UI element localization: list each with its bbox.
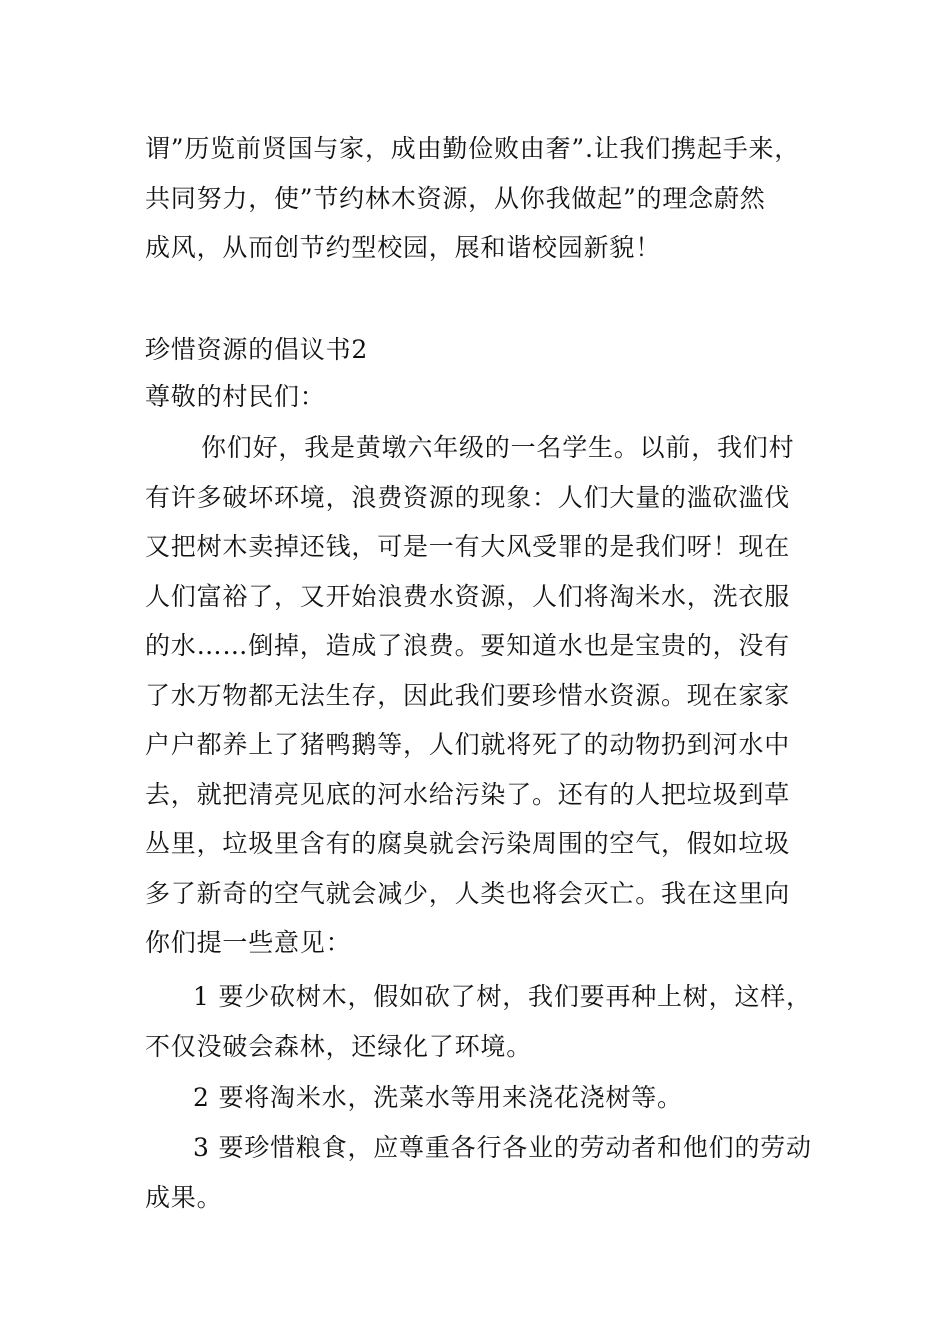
intro-line: 共同努力，使”节约林木资源，从你我做起”的理念蔚然 bbox=[145, 183, 766, 213]
suggestion-line: 2 要将淘米水，洗菜水等用来浇花浇树等。 bbox=[193, 1083, 683, 1112]
intro-paragraph bbox=[145, 124, 815, 273]
body-line: 丛里，垃圾里含有的腐臭就会污染周围的空气，假如垃圾 bbox=[145, 829, 791, 858]
suggestion-line: 3 要珍惜粮食，应尊重各行各业的劳动者和他们的劳动 bbox=[193, 1133, 812, 1162]
body-line: 多了新奇的空气就会减少，人类也将会灭亡。我在这里向 bbox=[145, 878, 791, 908]
intro-line: 成风，从而创节约型校园，展和谐校园新貌！ bbox=[145, 233, 662, 262]
suggestion-line: 1 要少砍树木，假如砍了树，我们要再种上树，这样， bbox=[193, 982, 812, 1011]
body-line: 又把树木卖掉还钱，可是一有大风受罪的是我们呀！现在 bbox=[145, 532, 791, 561]
body-line: 的水……倒掉，造成了浪费。要知道水也是宝贵的，没有 bbox=[145, 631, 791, 660]
body-line: 了水万物都无法生存，因此我们要珍惜水资源。现在家家 bbox=[145, 680, 791, 710]
body-line: 有许多破坏环境，浪费资源的现象：人们大量的滥砍滥伐 bbox=[145, 482, 791, 512]
suggestion-line: 不仅没破会森林，还绿化了环境。 bbox=[145, 1031, 533, 1061]
suggestion-3 bbox=[145, 1123, 815, 1222]
body-line: 户户都养上了猪鸭鹅等，人们就将死了的动物扔到河水中 bbox=[145, 730, 791, 759]
body-line: 你们提一些意见： bbox=[145, 928, 352, 957]
body-line: 去，就把清亮见底的河水给污染了。还有的人把垃圾到草 bbox=[145, 779, 791, 809]
body-line: 你们好，我是黄墩六年级的一名学生。以前，我们村 bbox=[201, 433, 795, 462]
suggestion-1 bbox=[145, 972, 815, 1071]
section-title: 珍惜资源的倡议书2 bbox=[145, 335, 369, 364]
suggestion-line: 成果。 bbox=[145, 1182, 223, 1212]
salutation: 尊敬的村民们： bbox=[145, 382, 326, 411]
intro-line: 谓”历览前贤国与家，成由勤俭败由奢”.让我们携起手来， bbox=[145, 134, 801, 163]
body-line: 人们富裕了，又开始浪费水资源，人们将淘米水，洗衣服 bbox=[145, 581, 791, 611]
suggestion-2 bbox=[145, 1073, 815, 1123]
body-paragraph bbox=[145, 423, 815, 968]
